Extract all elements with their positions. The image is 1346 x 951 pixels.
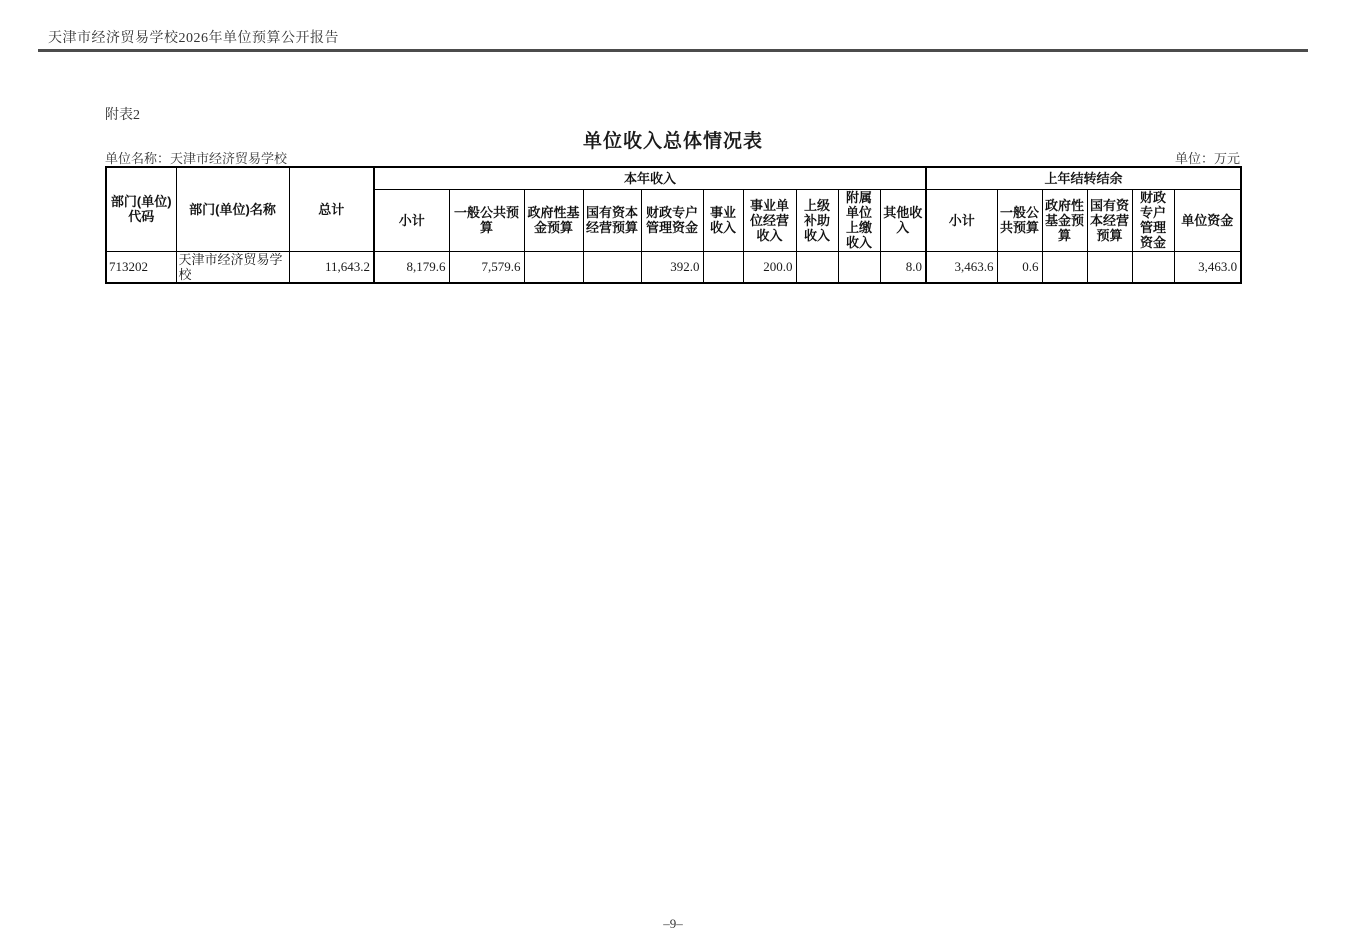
report-header-title: 天津市经济贸易学校2026年单位预算公开报告	[48, 31, 339, 46]
cell-cy-fiscal-special-account: 392.0	[641, 251, 703, 283]
cell-co-general-public-budget: 0.6	[997, 251, 1042, 283]
cell-dept-name: 天津市经济贸易学校	[176, 251, 289, 283]
col-header-dept-code: 部门(单位)代码	[106, 167, 176, 251]
unit-name-label: 单位名称：天津市经济贸易学校	[105, 151, 288, 166]
group-header-carryover: 上年结转结余	[926, 167, 1241, 189]
cell-co-unit-funds: 3,463.0	[1174, 251, 1241, 283]
cell-co-gov-fund-budget	[1042, 251, 1087, 283]
col-header-cy-business-income: 事业收入	[703, 189, 743, 251]
group-header-current-year-income: 本年收入	[374, 167, 926, 189]
table-header-row-1	[106, 167, 1241, 189]
unit-of-measure-label: 单位：万元	[1174, 151, 1240, 166]
page-number: –9–	[663, 916, 683, 931]
col-header-cy-affiliated-unit-income: 附属单位上缴收入	[838, 189, 880, 251]
cell-cy-superior-subsidy-income	[796, 251, 838, 283]
cell-cy-affiliated-unit-income	[838, 251, 880, 283]
col-header-co-gov-fund-budget: 政府性基金预算	[1042, 189, 1087, 251]
col-header-co-general-public-budget: 一般公共预算	[997, 189, 1042, 251]
col-header-cy-subtotal: 小计	[374, 189, 449, 251]
cell-co-state-capital-budget	[1087, 251, 1132, 283]
col-header-cy-general-public-budget: 一般公共预算	[449, 189, 524, 251]
col-header-co-state-capital-budget: 国有资本经营预算	[1087, 189, 1132, 251]
col-header-cy-other-income: 其他收入	[880, 189, 926, 251]
col-header-cy-business-operating-income: 事业单位经营收入	[743, 189, 796, 251]
col-header-cy-fiscal-special-account: 财政专户管理资金	[641, 189, 703, 251]
col-header-co-fiscal-special-account: 财政专户管理资金	[1132, 189, 1174, 251]
col-header-cy-state-capital-budget: 国有资本经营预算	[583, 189, 641, 251]
col-header-dept-name: 部门(单位)名称	[176, 167, 289, 251]
cell-cy-general-public-budget: 7,579.6	[449, 251, 524, 283]
cell-cy-state-capital-budget	[583, 251, 641, 283]
col-header-co-unit-funds: 单位资金	[1174, 189, 1241, 251]
cell-co-subtotal: 3,463.6	[926, 251, 997, 283]
income-summary-table	[105, 166, 1242, 284]
col-header-co-subtotal: 小计	[926, 189, 997, 251]
cell-cy-business-income	[703, 251, 743, 283]
cell-co-fiscal-special-account	[1132, 251, 1174, 283]
table-title: 单位收入总体情况表	[582, 131, 763, 152]
cell-grand-total: 11,643.2	[289, 251, 374, 283]
col-header-grand-total: 总计	[289, 167, 374, 251]
cell-cy-business-operating-income: 200.0	[743, 251, 796, 283]
cell-cy-gov-fund-budget	[524, 251, 583, 283]
cell-dept-code: 713202	[106, 251, 176, 283]
cell-cy-other-income: 8.0	[880, 251, 926, 283]
col-header-cy-gov-fund-budget: 政府性基金预算	[524, 189, 583, 251]
cell-cy-subtotal: 8,179.6	[374, 251, 449, 283]
appendix-label: 附表2	[105, 108, 140, 123]
table-row	[106, 251, 1241, 283]
header-rule-divider	[38, 49, 1308, 52]
col-header-cy-superior-subsidy-income: 上级补助收入	[796, 189, 838, 251]
